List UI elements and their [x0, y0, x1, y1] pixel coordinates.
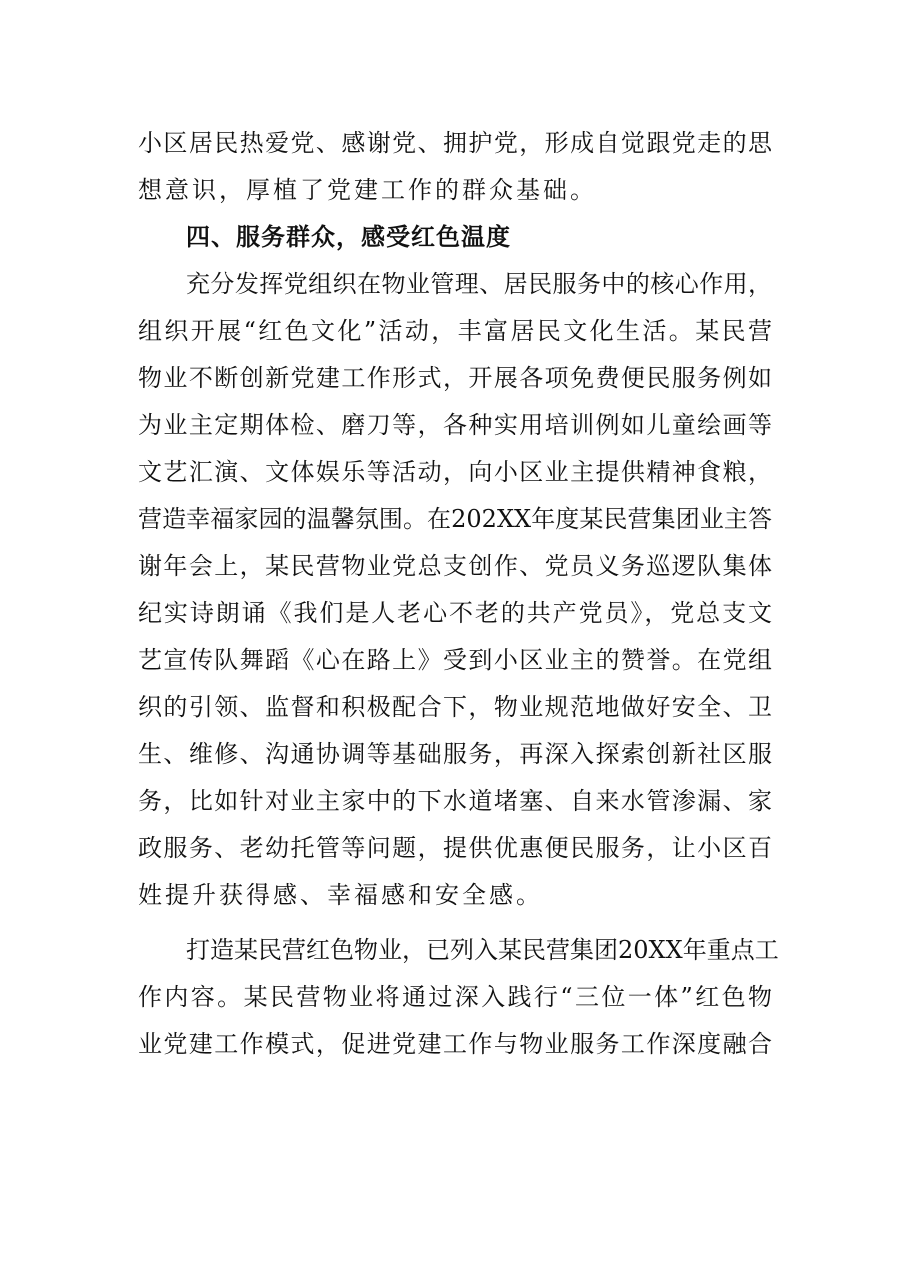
paragraph-line — [138, 974, 778, 1021]
text-line: 为业主定期体检、磨刀等，各种实用培训例如儿童绘画等 — [138, 411, 772, 439]
paragraph-line — [138, 684, 778, 731]
paragraph-gap — [138, 919, 778, 927]
paragraph-line — [138, 120, 778, 167]
paragraph-line — [138, 872, 778, 919]
paragraph-line — [138, 637, 778, 684]
paragraph-line — [138, 927, 778, 974]
paragraph-line — [138, 261, 778, 308]
text-line: 业党建工作模式，促进党建工作与物业服务工作深度融合 — [138, 1030, 772, 1058]
paragraph-line — [138, 449, 778, 496]
paragraph-line — [138, 590, 778, 637]
paragraph-line — [138, 402, 778, 449]
text-line: 打造某民营红色物业，已列入某民营集团20XX年重点工 — [186, 936, 779, 964]
paragraph-line — [138, 731, 778, 778]
text-line: 谢年会上，某民营物业党总支创作、党员义务巡逻队集体 — [138, 552, 772, 580]
text-line: 务，比如针对业主家中的下水道堵塞、自来水管渗漏、家 — [138, 787, 772, 815]
text-line: 生、维修、沟通协调等基础服务，再深入探索创新社区服 — [138, 740, 772, 768]
paragraph-line — [138, 825, 778, 872]
text-line: 想意识，厚植了党建工作的群众基础。 — [138, 176, 597, 204]
paragraph-line — [138, 543, 778, 590]
text-line: 政服务、老幼托管等问题，提供优惠便民服务，让小区百 — [138, 834, 772, 862]
paragraph-line — [138, 1021, 778, 1068]
paragraph-line — [138, 308, 778, 355]
section-heading-text: 四、服务群众，感受红色温度 — [186, 223, 511, 251]
paragraph-line — [138, 778, 778, 825]
document-body — [138, 120, 778, 1068]
text-line: 小区居民热爱党、感谢党、拥护党，形成自觉跟党走的思 — [138, 129, 772, 157]
text-line: 营造幸福家园的温馨氛围。在202XX年度某民营集团业主答 — [138, 505, 772, 533]
text-line: 物业不断创新党建工作形式，开展各项免费便民服务例如 — [138, 364, 772, 392]
text-line: 充分发挥党组织在物业管理、居民服务中的核心作用， — [186, 270, 772, 298]
section-heading — [138, 214, 778, 261]
paragraph-line — [138, 167, 778, 214]
paragraph-line — [138, 355, 778, 402]
text-line: 艺宣传队舞蹈《心在路上》受到小区业主的赞誉。在党组 — [138, 646, 772, 674]
text-line: 织的引领、监督和积极配合下，物业规范地做好安全、卫 — [138, 693, 772, 721]
text-line: 纪实诗朗诵《我们是人老心不老的共产党员》，党总支文 — [138, 599, 772, 627]
text-line: 组织开展“红色文化”活动，丰富居民文化生活。某民营 — [138, 317, 772, 345]
text-line: 文艺汇演、文体娱乐等活动，向小区业主提供精神食粮， — [138, 458, 772, 486]
text-line: 姓提升获得感、幸福感和安全感。 — [138, 881, 543, 909]
text-line: 作内容。某民营物业将通过深入践行“三位一体”红色物 — [138, 983, 772, 1011]
paragraph-line — [138, 496, 778, 543]
